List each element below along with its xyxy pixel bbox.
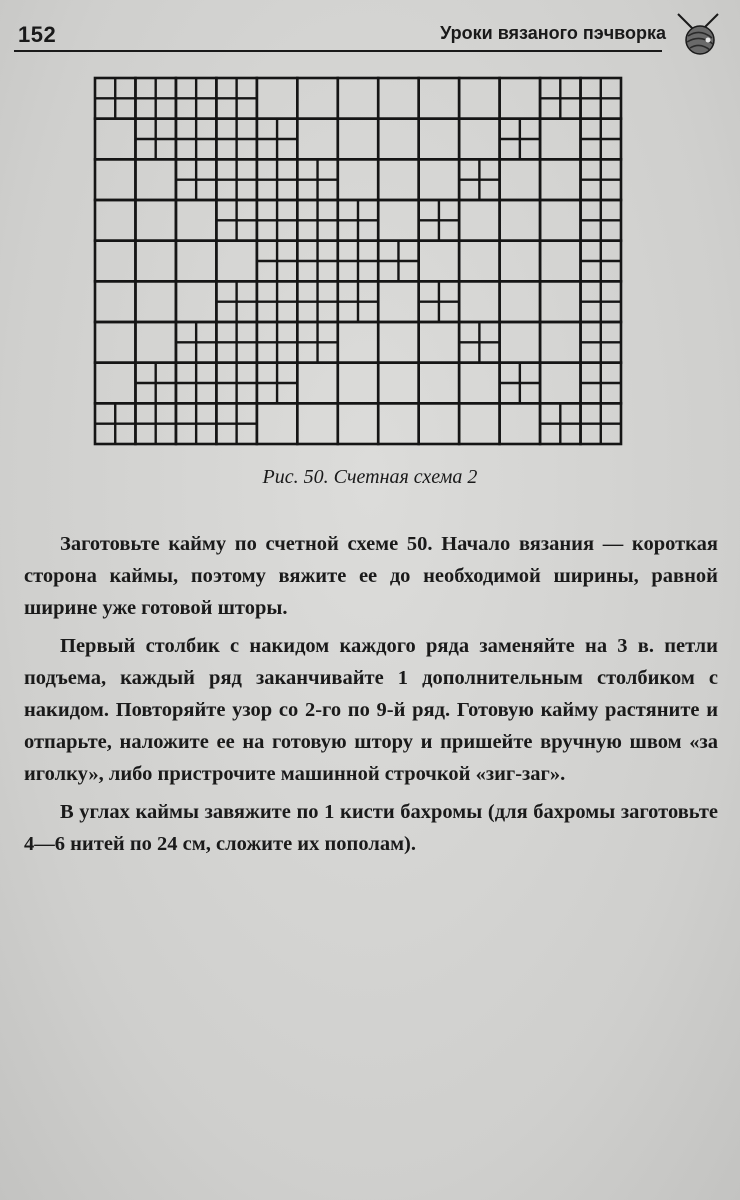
- chart-cell: [95, 78, 135, 119]
- chart-cell: [216, 322, 256, 363]
- chart-cell: [257, 78, 297, 119]
- chart-cell: [459, 119, 499, 160]
- chart-cell: [216, 241, 256, 282]
- chart-cell: [297, 159, 337, 200]
- chart-cell: [459, 403, 499, 444]
- chart-cell: [338, 200, 378, 241]
- chart-cell: [419, 200, 459, 241]
- chart-cell: [176, 200, 216, 241]
- chart-cell: [419, 281, 459, 322]
- chart-cell: [297, 200, 337, 241]
- chart-cell: [581, 78, 621, 119]
- chart-cell: [297, 403, 337, 444]
- chart-cell: [338, 159, 378, 200]
- chart-cell: [95, 119, 135, 160]
- chart-cell: [419, 78, 459, 119]
- chart-cell: [216, 363, 256, 404]
- chart-cell: [257, 363, 297, 404]
- chart-cell: [297, 119, 337, 160]
- chart-cell: [459, 241, 499, 282]
- chart-cell: [297, 241, 337, 282]
- page-number: 152: [18, 22, 57, 47]
- chart-cell: [500, 78, 540, 119]
- chart-cell: [581, 322, 621, 363]
- chart-cell: [581, 241, 621, 282]
- chart-cell: [338, 363, 378, 404]
- chart-cell: [378, 281, 418, 322]
- chart-cell: [459, 78, 499, 119]
- chart-cell: [216, 200, 256, 241]
- stitch-chart-svg: [93, 76, 623, 446]
- chart-cell: [216, 159, 256, 200]
- chart-cell: [95, 159, 135, 200]
- chart-cell: [500, 119, 540, 160]
- chart-cell: [500, 200, 540, 241]
- chart-cell: [216, 403, 256, 444]
- chart-cell: [257, 159, 297, 200]
- chart-cell: [500, 281, 540, 322]
- chart-cell: [257, 322, 297, 363]
- body-text: [24, 528, 718, 866]
- chart-cell: [216, 78, 256, 119]
- chart-cell: [459, 159, 499, 200]
- chart-cell: [135, 119, 175, 160]
- chart-cell: [581, 200, 621, 241]
- chart-cell: [581, 119, 621, 160]
- chart-cell: [95, 281, 135, 322]
- chart-cell: [378, 159, 418, 200]
- chart-cell: [540, 322, 580, 363]
- chart-cell: [459, 363, 499, 404]
- chart-cell: [257, 119, 297, 160]
- chart-cell: [95, 322, 135, 363]
- chart-cell: [540, 363, 580, 404]
- chart-cell: [176, 159, 216, 200]
- chart-cell: [176, 322, 216, 363]
- chart-cell: [257, 281, 297, 322]
- chart-cell: [135, 281, 175, 322]
- chart-cell: [378, 241, 418, 282]
- chart-cell: [581, 403, 621, 444]
- chart-cell: [95, 200, 135, 241]
- chart-cell: [459, 281, 499, 322]
- paragraph-3: В углах каймы завяжите по 1 кисти бахромы (для бахромы заготовьте 4—6 нитей по 24 см, сложите их пополам).: [24, 801, 718, 855]
- chart-cell: [176, 281, 216, 322]
- figure-caption: Рис. 50. Счетная схема 2: [262, 466, 478, 488]
- chart-cell: [135, 241, 175, 282]
- chart-cell: [95, 363, 135, 404]
- chart-cell: [338, 119, 378, 160]
- chart-cell: [540, 119, 580, 160]
- chart-cell: [378, 200, 418, 241]
- chart-cell: [540, 78, 580, 119]
- chart-cell: [338, 403, 378, 444]
- chart-cell: [135, 200, 175, 241]
- page-header: [14, 16, 726, 54]
- chart-cell: [95, 403, 135, 444]
- chart-cell: [500, 403, 540, 444]
- chart-cell: [459, 200, 499, 241]
- chart-cell: [176, 403, 216, 444]
- chart-cell: [378, 363, 418, 404]
- running-title: Уроки вязаного пэчворка: [440, 23, 666, 43]
- chart-cell: [176, 241, 216, 282]
- chart-cell: [419, 119, 459, 160]
- chart-cell: [135, 159, 175, 200]
- paragraph-2: Первый столбик с накидом каждого ряда заменяйте на 3 в. петли подъема, каждый ряд заканчивайте 1 дополнительным столбиком с накидом. Повторяйте узор со 2-го по 9-й ряд. Готовую кайму растяните и отпарьте, наложите ее на готовую штору и пришейте вручную швом «за иголку», либо пристрочите машинной строчкой «зиг-заг».: [24, 635, 718, 785]
- chart-cell: [257, 200, 297, 241]
- header-rule: [14, 50, 662, 52]
- chart-cell: [419, 159, 459, 200]
- chart-cell: [540, 200, 580, 241]
- chart-cell: [581, 281, 621, 322]
- chart-cell: [540, 403, 580, 444]
- chart-cell: [257, 403, 297, 444]
- chart-cell: [297, 322, 337, 363]
- chart-cell: [500, 322, 540, 363]
- chart-cell: [135, 78, 175, 119]
- chart-cell: [135, 403, 175, 444]
- chart-cell: [500, 159, 540, 200]
- chart-cell: [297, 281, 337, 322]
- chart-cell: [338, 322, 378, 363]
- chart-cell: [95, 241, 135, 282]
- chart-cell: [500, 241, 540, 282]
- chart-cell: [459, 322, 499, 363]
- chart-cell: [540, 159, 580, 200]
- chart-cell: [176, 119, 216, 160]
- chart-cell: [257, 241, 297, 282]
- chart-cell: [297, 363, 337, 404]
- chart-cell: [540, 241, 580, 282]
- chart-cell: [419, 403, 459, 444]
- chart-cell: [419, 363, 459, 404]
- chart-cell: [378, 119, 418, 160]
- chart-cell: [378, 78, 418, 119]
- chart-cell: [540, 281, 580, 322]
- chart-cell: [176, 363, 216, 404]
- chart-cell: [581, 363, 621, 404]
- chart-cell: [216, 119, 256, 160]
- chart-cell: [378, 403, 418, 444]
- chart-cell: [135, 322, 175, 363]
- chart-cell: [338, 78, 378, 119]
- stitch-chart: [93, 76, 623, 446]
- chart-cell: [419, 322, 459, 363]
- chart-cell: [338, 241, 378, 282]
- yarn-ball-icon: [674, 10, 722, 58]
- chart-cell: [135, 363, 175, 404]
- chart-cell: [297, 78, 337, 119]
- chart-cell: [500, 363, 540, 404]
- paragraph-1: Заготовьте кайму по счетной схеме 50. Начало вязания — короткая сторона каймы, поэтому вяжите ее до необходимой ширины, равной ширине уже готовой шторы.: [24, 533, 718, 619]
- chart-cell: [176, 78, 216, 119]
- chart-cell: [581, 159, 621, 200]
- chart-cell: [419, 241, 459, 282]
- chart-cell: [216, 281, 256, 322]
- chart-cell: [338, 281, 378, 322]
- chart-cell: [378, 322, 418, 363]
